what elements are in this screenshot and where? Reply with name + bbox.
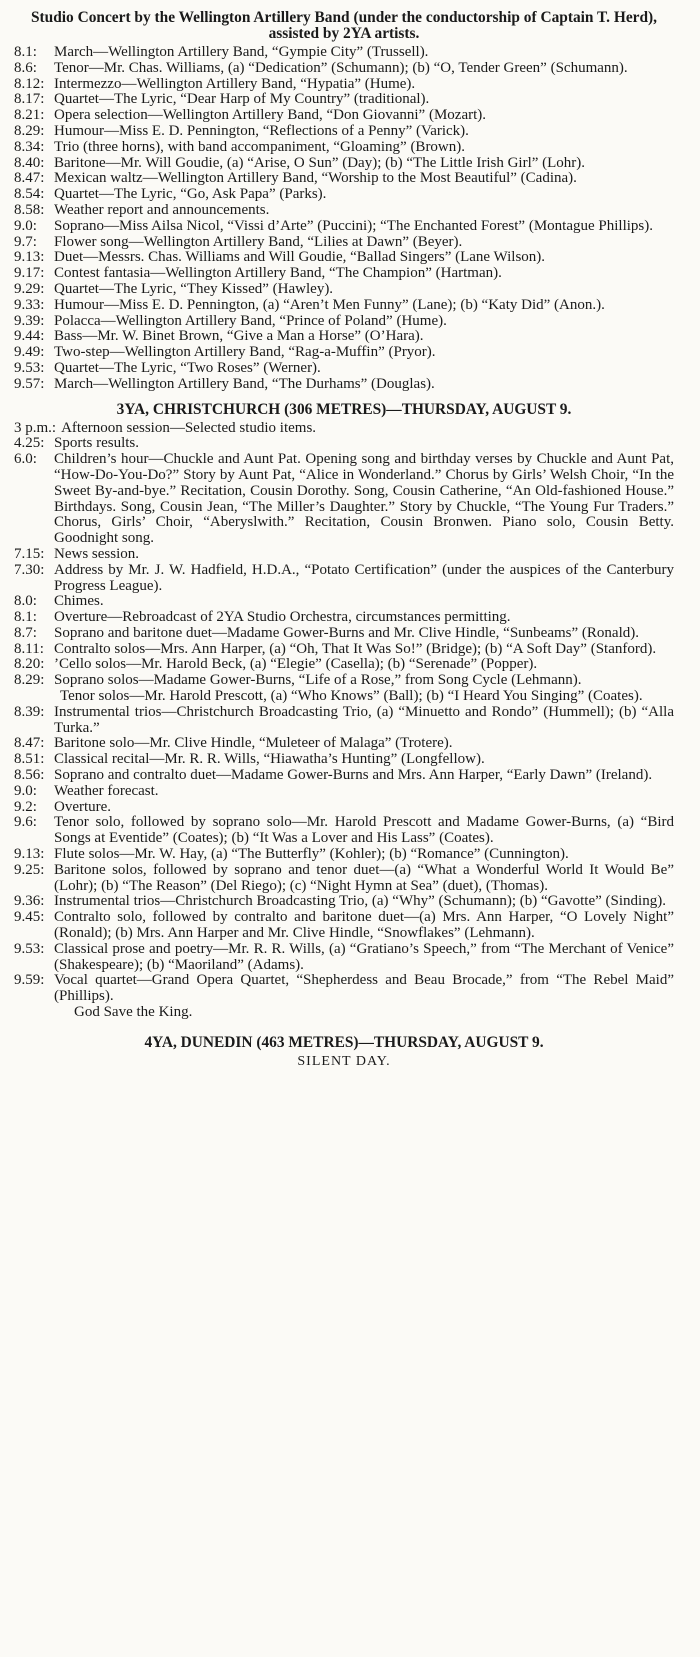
- item-description: Intermezzo—Wellington Artillery Band, “Hypatia” (Hume).: [54, 75, 416, 92]
- item-description: Two-step—Wellington Artillery Band, “Rag-a-Muffin” (Pryor).: [54, 344, 436, 361]
- item-time: 8.20:: [14, 656, 45, 673]
- item-description: Baritone—Mr. Will Goudie, (a) “Arise, O Sun” (Day); (b) “The Little Irish Girl” (Lohr).: [54, 154, 586, 171]
- programme-item: [14, 314, 674, 330]
- item-description: Quartet—The Lyric, “Dear Harp of My Country” (traditional).: [54, 91, 430, 108]
- item-time: 8.58:: [14, 201, 45, 218]
- programme-item: [14, 657, 674, 673]
- item-description: Quartet—The Lyric, “They Kissed” (Hawley).: [54, 280, 334, 297]
- wellington-programme: [14, 45, 674, 393]
- item-description: Quartet—The Lyric, “Two Roses” (Werner).: [54, 359, 321, 376]
- item-description: Opera selection—Wellington Artillery Band, “Don Giovanni” (Mozart).: [54, 107, 487, 124]
- item-time: 3 p.m.:: [14, 419, 57, 436]
- item-time: 9.6:: [14, 814, 37, 831]
- item-description: Classical prose and poetry—Mr. R. R. Wills, (a) “Gratiano’s Speech,” from “The Merchant of Venice” (Shakespeare); (b) “Maoriland” (Adams).: [54, 940, 674, 973]
- programme-item: [14, 800, 674, 816]
- item-time: 7.30:: [14, 561, 45, 578]
- item-description: Baritone solo—Mr. Clive Hindle, “Muleteer of Malaga” (Trotere).: [54, 735, 453, 752]
- item-time: 8.11:: [14, 640, 44, 657]
- programme-item: [14, 942, 674, 974]
- item-description: Overture.: [54, 798, 112, 815]
- item-time: 9.44:: [14, 328, 45, 345]
- item-description: Humour—Miss E. D. Pennington, (a) “Aren’t Men Funny” (Lane); (b) “Katy Did” (Anon.).: [54, 296, 605, 313]
- programme-item: [14, 361, 674, 377]
- item-time: 9.29:: [14, 280, 45, 297]
- programme-item: [14, 894, 674, 910]
- item-description: Vocal quartet—Grand Opera Quartet, “Shepherdess and Beau Brocade,” from “The Rebel Maid” (Phillips).: [54, 972, 674, 1005]
- programme-item: [14, 563, 674, 595]
- item-time: 9.53:: [14, 940, 45, 957]
- item-description: Classical recital—Mr. R. R. Wills, “Hiawatha’s Hunting” (Longfellow).: [54, 751, 485, 768]
- programme-item: [14, 594, 674, 610]
- item-time: 9.33:: [14, 296, 45, 313]
- item-description: Weather report and announcements.: [54, 201, 270, 218]
- item-time: 6.0:: [14, 451, 37, 468]
- item-description: Overture—Rebroadcast of 2YA Studio Orchestra, circumstances permitting.: [54, 609, 511, 626]
- item-description: Contest fantasia—Wellington Artillery Band, “The Champion” (Hartman).: [54, 265, 502, 282]
- item-time: 8.21:: [14, 107, 45, 124]
- item-description: ’Cello solos—Mr. Harold Beck, (a) “Elegie” (Casella); (b) “Serenade” (Popper).: [54, 656, 538, 673]
- item-time: 8.0:: [14, 593, 37, 610]
- concert-heading: Studio Concert by the Wellington Artillery Band (under the conductorship of Captain T. Herd), assisted by 2YA artists.: [30, 9, 658, 42]
- programme-item: [14, 329, 674, 345]
- item-description: Humour—Miss E. D. Pennington, “Reflections of a Penny” (Varick).: [54, 122, 469, 139]
- christchurch-heading: 3YA, CHRISTCHURCH (306 METRES)—THURSDAY, AUGUST 9.: [116, 400, 572, 418]
- item-description: Chimes.: [54, 593, 104, 610]
- programme-item: [14, 156, 674, 172]
- programme-item: [14, 187, 674, 203]
- item-time: 8.47:: [14, 170, 45, 187]
- programme-item: [14, 45, 674, 61]
- item-description: Tenor solos—Mr. Harold Prescott, (a) “Who Knows” (Ball); (b) “I Heard You Singing” (Coates).: [60, 688, 643, 705]
- item-time: 9.13:: [14, 846, 45, 863]
- programme-item: [14, 705, 674, 737]
- item-description: Afternoon session—Selected studio items.: [61, 419, 317, 436]
- item-description: Tenor solo, followed by soprano solo—Mr. Harold Prescott and Madame Gower-Burns, (a) “Bird Songs at Eventide” (Coates); (b) “It Was a Lover and His Lass” (Coates).: [54, 814, 674, 847]
- item-description: Trio (three horns), with band accompaniment, “Gloaming” (Brown).: [54, 138, 466, 155]
- item-description: Polacca—Wellington Artillery Band, “Prince of Poland” (Hume).: [54, 312, 447, 329]
- item-time: 9.39:: [14, 312, 45, 329]
- item-time: 9.7:: [14, 233, 37, 250]
- item-description: Flute solos—Mr. W. Hay, (a) “The Butterfly” (Kohler); (b) “Romance” (Cunnington).: [54, 846, 569, 863]
- programme-item: [14, 436, 674, 452]
- programme-item: [14, 847, 674, 863]
- programme-item: [14, 124, 674, 140]
- item-description: News session.: [54, 545, 139, 562]
- programme-item: [14, 77, 674, 93]
- item-time: 8.1:: [14, 609, 37, 626]
- programme-item: [14, 815, 674, 847]
- item-description: Contralto solo, followed by contralto and baritone duet—(a) Mrs. Ann Harper, “O Lovely Night” (Ronald); (b) Mrs. Ann Harper and Mr. Clive Hindle, “Snowflakes” (Lehmann).: [54, 909, 674, 942]
- item-time: 8.29:: [14, 672, 45, 689]
- item-time: 8.54:: [14, 186, 45, 203]
- item-description: Quartet—The Lyric, “Go, Ask Papa” (Parks).: [54, 186, 327, 203]
- item-time: 9.0:: [14, 782, 37, 799]
- item-time: 8.12:: [14, 75, 45, 92]
- item-description: Instrumental trios—Christchurch Broadcasting Trio, (a) “Why” (Schumann); (b) “Gavotte” (Sinding).: [54, 893, 666, 910]
- item-description: Soprano—Miss Ailsa Nicol, “Vissi d’Arte” (Puccini); “The Enchanted Forest” (Montague Phillips).: [54, 217, 653, 234]
- programme-item: [14, 752, 674, 768]
- item-time: 8.1:: [14, 44, 37, 60]
- programme-item: [14, 736, 674, 752]
- item-time: 9.59:: [14, 972, 45, 989]
- programme-item: [14, 171, 674, 187]
- item-description: Contralto solos—Mrs. Ann Harper, (a) “Oh, That It Was So!” (Bridge); (b) “A Soft Day” (Stanford).: [54, 640, 657, 657]
- item-time: 9.25:: [14, 861, 45, 878]
- item-time: 4.25:: [14, 435, 45, 452]
- programme-item: [14, 784, 674, 800]
- item-time: 9.49:: [14, 344, 45, 361]
- programme-item: [14, 452, 674, 547]
- programme-item: [14, 203, 674, 219]
- item-description: March—Wellington Artillery Band, “The Durhams” (Douglas).: [54, 375, 435, 392]
- item-time: 8.40:: [14, 154, 45, 171]
- item-description: Soprano and contralto duet—Madame Gower-Burns and Mrs. Ann Harper, “Early Dawn” (Ireland).: [54, 767, 653, 784]
- programme-item: [14, 250, 674, 266]
- programme-item: [14, 973, 674, 1005]
- programme-item: [14, 345, 674, 361]
- programme-item: [14, 282, 674, 298]
- programme-item: [14, 108, 674, 124]
- dunedin-heading: 4YA, DUNEDIN (463 METRES)—THURSDAY, AUGUST 9.: [144, 1033, 544, 1051]
- programme-item: [14, 421, 674, 437]
- programme-item: [14, 610, 674, 626]
- item-time: 9.13:: [14, 249, 45, 266]
- item-time: 8.47:: [14, 735, 45, 752]
- programme-item: [14, 689, 674, 705]
- item-time: 8.51:: [14, 751, 45, 768]
- item-description: Tenor—Mr. Chas. Williams, (a) “Dedication” (Schumann); (b) “O, Tender Green” (Schumann).: [54, 59, 628, 76]
- item-time: 8.6:: [14, 59, 37, 76]
- item-description: Duet—Messrs. Chas. Williams and Will Goudie, “Ballad Singers” (Lane Wilson).: [54, 249, 546, 266]
- item-time: 9.57:: [14, 375, 45, 392]
- item-description: Bass—Mr. W. Binet Brown, “Give a Man a Horse” (O’Hara).: [54, 328, 424, 345]
- item-description: Mexican waltz—Wellington Artillery Band, “Worship to the Most Beautiful” (Cadina).: [54, 170, 577, 187]
- programme-item: [14, 547, 674, 563]
- programme-item: [14, 910, 674, 942]
- item-time: 8.56:: [14, 767, 45, 784]
- item-time: 9.2:: [14, 798, 37, 815]
- item-time: 9.53:: [14, 359, 45, 376]
- closing-anthem: God Save the King.: [74, 1004, 193, 1021]
- programme-item: [14, 863, 674, 895]
- silent-day-note: SILENT DAY.: [297, 1053, 391, 1069]
- item-time: 8.29:: [14, 122, 45, 139]
- item-description: Sports results.: [54, 435, 140, 452]
- item-description: Children’s hour—Chuckle and Aunt Pat. Opening song and birthday verses by Chuckle and Aunt Pat, “How-Do-You-Do?” Story by Aunt Pat, “Alice in Wonderland.” Chorus by Girls’ Welsh Choir, “In the Sweet By-and-bye.” Recitation, Cousin Dorothy. Song, Cousin Catherine, “An Old-fashioned House.” Birthdays. Song, Cousin Jean, “The Miller’s Daughter.” Story by Chuckle, “The Young Fur Traders.” Chorus, Girls’ Choir, “Aberyslwith.” Recitation, Cousin Bronwen. Piano solo, Cousin Betty. Goodnight song.: [54, 451, 674, 547]
- programme-item: [14, 377, 674, 393]
- item-description: Address by Mr. J. W. Hadfield, H.D.A., “Potato Certification” (under the auspices of the Canterbury Progress League).: [54, 561, 674, 594]
- item-description: Baritone solos, followed by soprano and tenor duet—(a) “What a Wonderful World It Would Be” (Lohr); (b) “The Reason” (Del Riego); (c) “Night Hymn at Sea” (duet), (Thomas).: [54, 861, 674, 894]
- programme-item: [14, 92, 674, 108]
- programme-item: [14, 140, 674, 156]
- programme-item: [14, 298, 674, 314]
- programme-item: [14, 219, 674, 235]
- programme-item: [14, 61, 674, 77]
- item-description: Weather forecast.: [54, 782, 159, 799]
- item-description: Instrumental trios—Christchurch Broadcasting Trio, (a) “Minuetto and Rondo” (Hummell); (b) “Alla Turka.”: [54, 703, 674, 736]
- item-description: March—Wellington Artillery Band, “Gympie City” (Trussell).: [54, 44, 429, 60]
- item-time: 9.0:: [14, 217, 37, 234]
- item-description: Soprano and baritone duet—Madame Gower-Burns and Mr. Clive Hindle, “Sunbeams” (Ronald).: [54, 624, 639, 641]
- item-time: 7.15:: [14, 545, 45, 562]
- item-description: Soprano solos—Madame Gower-Burns, “Life of a Rose,” from Song Cycle (Lehmann).: [54, 672, 582, 689]
- christchurch-programme: [14, 421, 674, 1005]
- programme-item: [14, 673, 674, 689]
- programme-item: [14, 626, 674, 642]
- programme-item: [14, 768, 674, 784]
- programme-item: [14, 235, 674, 251]
- programme-item: [14, 642, 674, 658]
- item-time: 8.17:: [14, 91, 45, 108]
- item-time: 8.39:: [14, 703, 45, 720]
- programme-item: [14, 266, 674, 282]
- item-description: Flower song—Wellington Artillery Band, “Lilies at Dawn” (Beyer).: [54, 233, 463, 250]
- item-time: 8.7:: [14, 624, 37, 641]
- item-time: 8.34:: [14, 138, 45, 155]
- item-time: 9.36:: [14, 893, 45, 910]
- item-time: 9.45:: [14, 909, 45, 926]
- item-time: 9.17:: [14, 265, 45, 282]
